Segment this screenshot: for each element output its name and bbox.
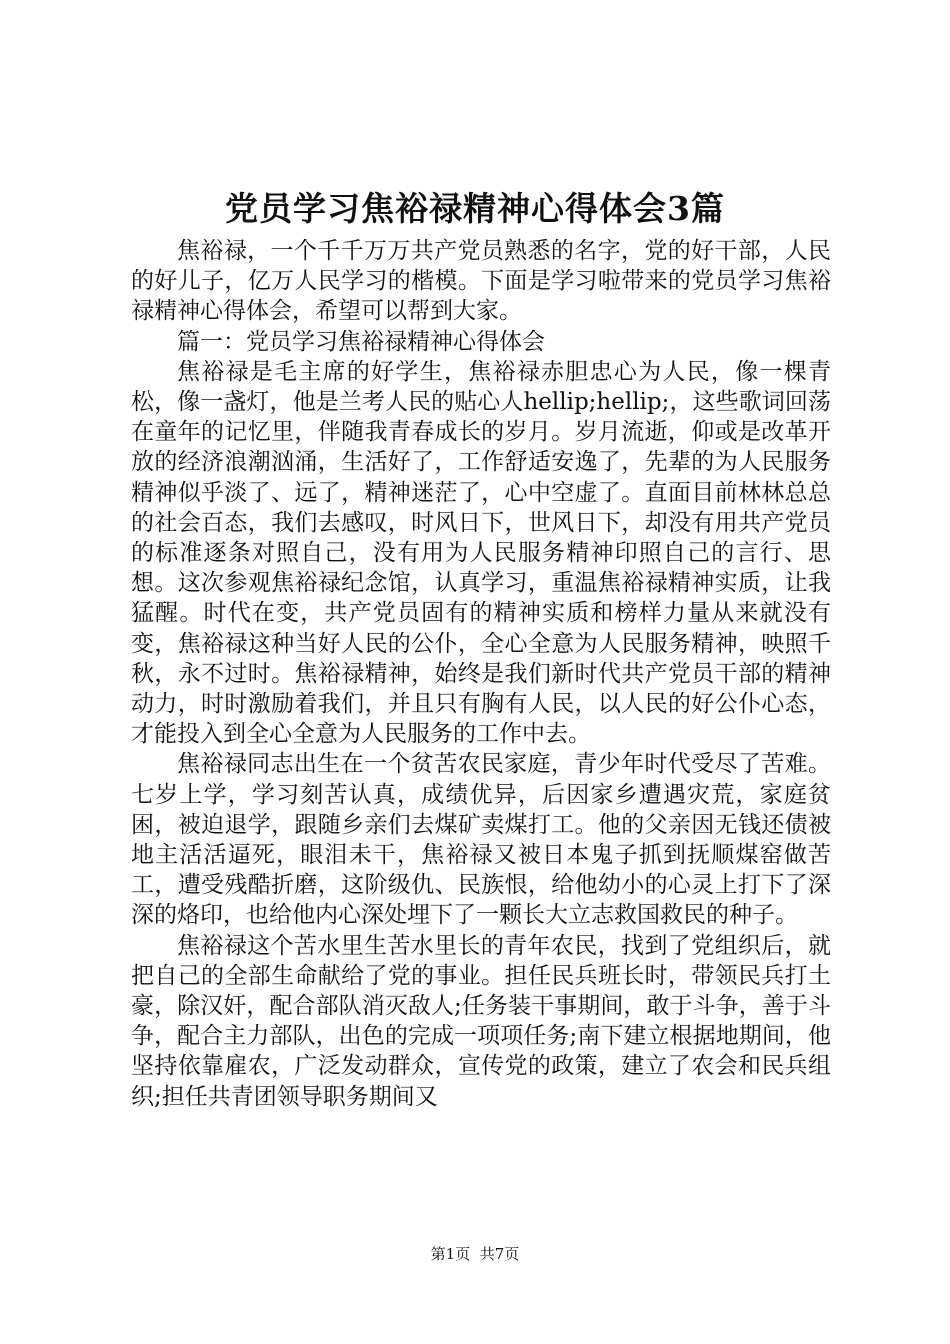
paragraph-body: 焦裕禄是毛主席的好学生，焦裕禄赤胆忠心为人民，像一棵青松，像一盏灯，他是兰考人民的贴心人hellip;hellip;，这些歌词回荡在童年的记忆里，伴随我青春成长的岁月。岁月流逝，仰或是改革开放的经济浪潮汹涌，生活好了，工作舒适安逸了，先辈的为人民服务精神似乎淡了、远了，精神迷茫了，心中空虚了。直面目前林林总总的社会百态，我们去感叹，时风日下，世风日下，却没有用共产党员的标准逐条对照自己，没有用为人民服务精神印照自己的言行、思想。这次参观焦裕禄纪念馆，认真学习，重温焦裕禄精神实质，让我猛醒。时代在变，共产党员固有的精神实质和榜样力量从来就没有变，焦裕禄这种当好人民的公仆，全心全意为人民服务精神，映照千秋，永不过时。焦裕禄精神，始终是我们新时代共产党员干部的精神动力，时时激励着我们，并且只有胸有人民，以人民的好公仆心态，才能投入到全心全意为人民服务的工作中去。 xyxy=(131,358,831,748)
section-heading: 篇一：党员学习焦裕禄精神心得体会 xyxy=(177,328,545,355)
document-title: 党员学习焦裕禄精神心得体会3篇 xyxy=(225,189,725,228)
page-footer xyxy=(0,1244,950,1264)
paragraph-body: 焦裕禄同志出生在一个贫苦农民家庭，青少年时代受尽了苦难。七岁上学，学习刻苦认真，成绩优异，后因家乡遭遇灾荒，家庭贫困，被迫退学，跟随乡亲们去煤矿卖煤打工。他的父亲因无钱还债被地主活活逼死，眼泪未干，焦裕禄又被日本鬼子抓到抚顺煤窑做苦工，遭受残酷折磨，这阶级仇、民族恨，给他幼小的心灵上打下了深深的烙印，也给他内心深处埋下了一颗长大立志救国救民的种子。 xyxy=(131,751,831,929)
paragraph-body: 焦裕禄这个苦水里生苦水里长的青年农民，找到了党组织后，就把自己的全部生命献给了党的事业。担任民兵班长时，带领民兵打土豪，除汉奸，配合部队消灭敌人;任务装干事期间，敢于斗争，善于斗争，配合主力部队，出色的完成一项项任务;南下建立根据地期间，他坚持依靠雇农，广泛发动群众，宣传党的政策，建立了农会和民兵组织;担任共青团领导职务期间又 xyxy=(131,932,831,1110)
document-body xyxy=(131,236,831,1112)
paragraph-intro: 焦裕禄，一个千千万万共产党员熟悉的名字，党的好干部，人民的好儿子，亿万人民学习的楷模。下面是学习啦带来的党员学习焦裕禄精神心得体会，希望可以帮到大家。 xyxy=(131,238,831,325)
page-number: 第1页 xyxy=(430,1245,471,1263)
page-total: 共7页 xyxy=(479,1245,520,1263)
